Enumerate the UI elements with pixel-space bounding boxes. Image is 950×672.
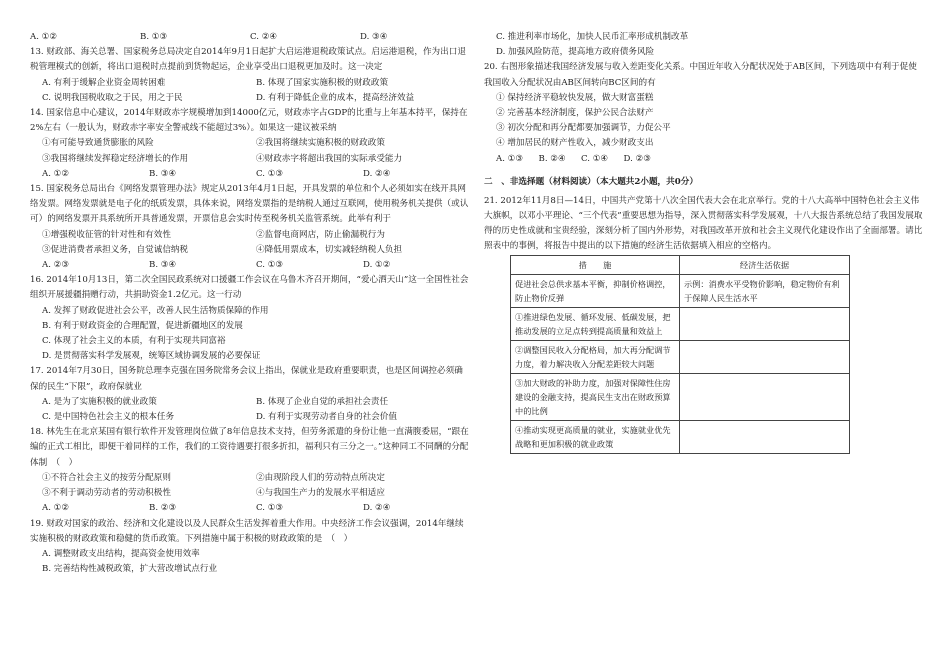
item: ②我国将继续实施积极的财政政策 (256, 138, 385, 149)
question-15: 15. 国家税务总局出台《网络发票管理办法》规定从2013年4月1日起，开具发票的单位和个人必须如实在线开具网络发票。网络发票就是电子化的纸质发票，具体来说，网络发票指的是纳税人通过互联网，使用税务机关提供（或认可）的网络发票开具系统所开具普通发票，开票信息会实时传至税务机关监管系统。此举有利于 (30, 184, 469, 225)
option: D. 有利于实现劳动者自身的社会价值 (256, 412, 397, 423)
item: ④与我国生产力的发展水平相适应 (256, 488, 385, 499)
option: C. ①③ (256, 168, 284, 179)
option: A. 是为了实施积极的就业政策 (42, 396, 157, 407)
basis-answer-cell[interactable] (680, 420, 850, 453)
table-row (511, 307, 850, 340)
left-column (30, 30, 470, 577)
option: B. 完善结构性减税政策，扩大营改增试点行业 (42, 564, 218, 575)
option: D. ②④ (363, 503, 391, 514)
option: B. 体现了企业自觉的承担社会责任 (256, 396, 389, 407)
option: C. ①③ (256, 260, 284, 271)
option: D. ③④ (360, 32, 388, 42)
question-13: 13. 财政部、海关总署、国家税务总局决定自2014年9月1日起扩大启运港退税政策试点。启运港退税，作为出口退税管理模式的创新，将出口退税时点提前到货物起运，企业享受出口退税更加及时。这一决定 (30, 47, 466, 73)
column-header: 措 施 (511, 255, 680, 274)
item: ①不符合社会主义的按劳分配原则 (42, 472, 171, 483)
q13-options-row2 (30, 91, 470, 106)
measure-cell: ②调整国民收入分配格局，加大再分配调节力度，着力解决收入分配差距较大问题 (511, 340, 680, 373)
option: D. 有利于降低企业的成本，提高经济效益 (256, 92, 415, 103)
item: ③不利于调动劳动者的劳动积极性 (42, 488, 171, 499)
question-14: 14. 国家信息中心建议，2014年财政赤字规模增加到14000亿元，财政赤字占GDP的比重与上年基本持平，保持在2%左右（一般认为，财政赤字率安全警戒线不能超过3%）。如果这一建议被采纳 (30, 108, 468, 134)
section-heading: 二 、非选择题（材料阅读）（本大题共2小题，共0分） (484, 176, 698, 187)
measures-table (510, 255, 850, 454)
measure-cell: 促进社会总供求基本平衡，抑制价格调控，防止物价反弹 (511, 274, 680, 307)
option: D. ②③ (623, 153, 651, 164)
option: D. ①② (363, 260, 391, 271)
option: C. 是中国特色社会主义的根本任务 (42, 412, 175, 423)
question-19: 19. 财政对国家的政治、经济和文化建设以及人民群众生活发挥着重大作用。中央经济工作会议强调，2014年继续实施积极的财政政策和稳健的货币政策。下列措施中属于积极的财政政策的是 （ ） (30, 518, 464, 544)
q15-items-row2 (30, 243, 470, 258)
option: D. 加强风险防范，提高地方政府债务风险 (496, 47, 655, 58)
right-column (484, 30, 924, 454)
q15-options (30, 258, 470, 273)
option: C. 体现了社会主义的本质，有利于实现共同富裕 (42, 336, 226, 347)
measure-cell: ③加大财政的补助力度，加强对保障性住房建设的金融支持，提高民生支出在财政预算中的比例 (511, 373, 680, 420)
item: ④财政赤字将超出我国的实际承受能力 (256, 153, 403, 164)
question-20: 20. 右图形象描述我国经济发展与收入差距变化关系。中国近年收入分配状况处于AB区间，下列选项中有利于促使我国收入分配状况由AB区间转向BC区间的有 (484, 62, 917, 88)
basis-answer-cell[interactable] (680, 307, 850, 340)
option: B. ③④ (149, 260, 177, 271)
q14-items-row1 (30, 136, 470, 151)
q14-items-row2 (30, 152, 470, 167)
measure-cell: ④推动实现更高质量的就业，实施就业优先战略和更加积极的就业政策 (511, 420, 680, 453)
q17-options-row2 (30, 410, 470, 425)
q13-options-row1 (30, 76, 470, 91)
basis-answer-cell[interactable] (680, 340, 850, 373)
item: ①有可能导致通货膨胀的风险 (42, 138, 154, 149)
q20-options (484, 152, 666, 167)
column-header: 经济生活依据 (680, 255, 850, 274)
option: D. 是贯彻落实科学发展观，统筹区域协调发展的必要保证 (42, 351, 261, 362)
basis-cell: 示例：消费水平受物价影响，稳定物价有利于保障人民生活水平 (680, 274, 850, 307)
question-21: 21. 2012年11月8日—14日，中国共产党第十八次全国代表大会在北京举行。党的十八大高举中国特色社会主义伟大旗帜，以邓小平理论、“三个代表”重要思想为指导，深入贯彻落实科学发展观，十八大报告系统总结了我国发展取得的历史性成就和宝贵经验，深刻分析了国内外形势，对我国改革开放和社会主义现代化建设作出了全面部署。请比照表中的事例，将报告中提出的以下措施的经济生活依据填入相应的空格内。 (484, 195, 923, 252)
option: B. 体现了国家实施积极的财政政策 (256, 77, 389, 88)
option: D. ②④ (363, 168, 391, 179)
option: A. 有利于缓解企业资金周转困难 (42, 77, 166, 88)
table-row (511, 340, 850, 373)
q12-options (30, 30, 470, 45)
option: C. ②④ (250, 32, 278, 42)
table-header-row (511, 255, 850, 274)
table-row (511, 274, 850, 307)
option: A. 调整财政支出结构，提高资金使用效率 (42, 548, 200, 559)
option: C. 说明我国税收取之于民，用之于民 (42, 92, 183, 103)
option: C. ①④ (581, 153, 609, 164)
option: B. ③④ (149, 168, 177, 179)
item: ②由现阶段人们的劳动特点所决定 (256, 472, 385, 483)
item: ④ 增加居民的财产性收入，减少财政支出 (496, 138, 654, 149)
option: C. ①③ (256, 503, 284, 514)
item: ①增强税收征管的针对性和有效性 (42, 229, 171, 240)
table-row (511, 373, 850, 420)
question-18: 18. 林先生在北京某国有银行软件开发管理岗位做了8年信息技术支持，但劳务派遣的身份让他一直满腹委屈，“跟在编的正式工相比，即便干着同样的工作，我们的工资待遇要打很多折扣，福利只有三分之一。”这种同工不同酬的分配体制 （ ） (30, 427, 469, 468)
basis-answer-cell[interactable] (680, 373, 850, 420)
item: ②监督电商网店，防止偷漏税行为 (256, 229, 385, 240)
item: ④降低用票成本，切实减轻纳税人负担 (256, 244, 403, 255)
item: ③我国将继续发挥稳定经济增长的作用 (42, 153, 189, 164)
option: B. ①③ (140, 32, 168, 42)
question-17: 17. 2014年7月30日，国务院总理李克强在国务院常务会议上指出，保就业是政府重要职责，也是区间调控必须确保的民生“下限”，政府保就业 (30, 366, 463, 392)
item: ② 完善基本经济制度，保护公民合法财产 (496, 108, 654, 119)
table-row (511, 420, 850, 453)
option: B. ②③ (149, 503, 177, 514)
q18-options (30, 501, 470, 516)
option: A. ①② (42, 503, 70, 514)
option: C. 推进利率市场化，加快人民币汇率形成机制改革 (496, 32, 689, 42)
question-16: 16. 2014年10月13日，第二次全国民政系统对口援疆工作会议在乌鲁木齐召开期间，“爱心洒天山”这一全国性社会组织开展援疆捐赠行动，共捐助资金1.2亿元。这一行动 (30, 275, 469, 301)
q18-items-row1 (30, 471, 470, 486)
item: ③ 初次分配和再分配都要加强调节，力促公平 (496, 123, 671, 134)
q15-items-row1 (30, 228, 470, 243)
option: B. 有利于财政资金的合理配置，促进新疆地区的发展 (42, 320, 243, 331)
option: A. 发挥了财政促进社会公平，改善人民生活物质保障的作用 (42, 305, 269, 316)
option: A. ②③ (42, 260, 70, 271)
q14-options (30, 167, 470, 182)
option: B. ②④ (538, 153, 566, 164)
item: ① 保持经济平稳较快发展，做大财富蛋糕 (496, 92, 654, 103)
item: ③促进消费者承担义务，自觉诚信纳税 (42, 244, 189, 255)
measure-cell: ①推进绿色发展、循环发展、低碳发展，把推动发展的立足点转到提高质量和效益上 (511, 307, 680, 340)
q18-items-row2 (30, 486, 470, 501)
option: A. ①② (30, 32, 58, 42)
q17-options-row1 (30, 395, 470, 410)
option: A. ①② (42, 168, 70, 179)
option: A. ①③ (496, 153, 524, 164)
